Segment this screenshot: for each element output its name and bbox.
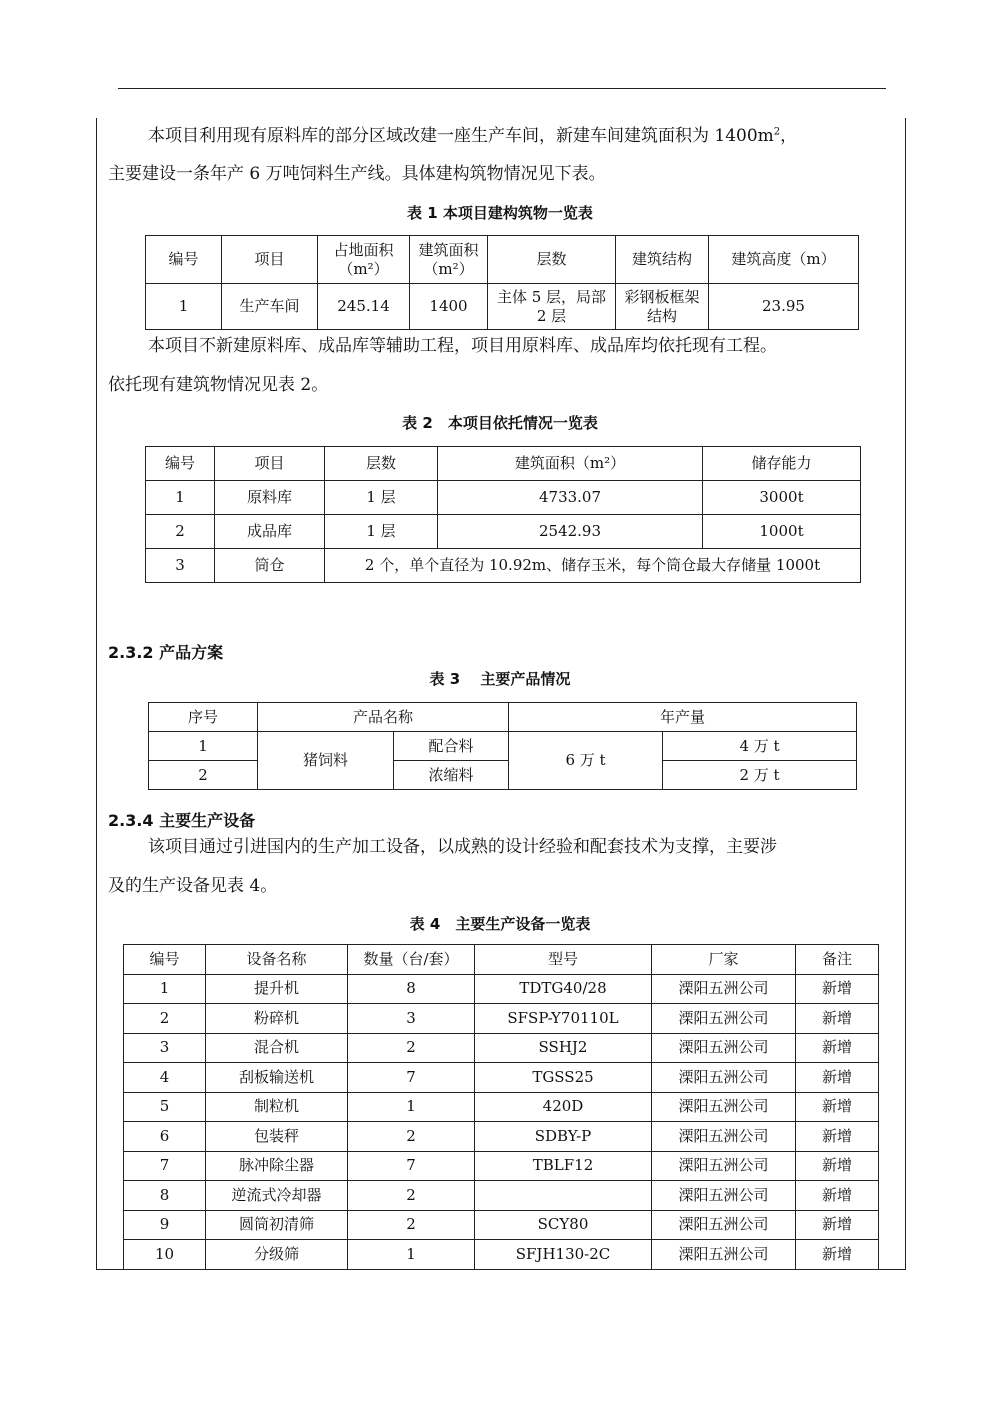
table3-cell: 浓缩料 [394, 761, 509, 790]
section234-line-2: 及的生产设备见表 4。 [108, 876, 278, 896]
table3-header-row [149, 703, 857, 732]
table-row [146, 481, 861, 515]
para2-line-2: 依托现有建筑物情况见表 2。 [108, 375, 329, 395]
table4-cell: 分级筛 [206, 1240, 348, 1270]
table4-cell: 刮板输送机 [206, 1063, 348, 1093]
table1-header: 占地面积（m²） [318, 236, 410, 284]
table-row [124, 1210, 879, 1240]
table4-header: 型号 [475, 945, 652, 975]
table4-cell: 8 [124, 1181, 206, 1211]
table-row [149, 732, 857, 761]
table4-cell: SFJH130-2C [475, 1240, 652, 1270]
table4-cell: 1 [348, 1092, 475, 1122]
table1-cell: 彩钢板框架结构 [616, 284, 709, 330]
table4-cell: 新增 [796, 1092, 879, 1122]
table4-cell: 溧阳五洲公司 [652, 1151, 796, 1181]
table4 [123, 944, 879, 1270]
table4-cell: TBLF12 [475, 1151, 652, 1181]
table-row [124, 1063, 879, 1093]
table4-cell: 新增 [796, 1004, 879, 1034]
table-row [146, 284, 859, 330]
table1-cell: 主体 5 层，局部 2 层 [488, 284, 616, 330]
table4-cell: 7 [348, 1063, 475, 1093]
table1-header: 建筑高度（m） [709, 236, 859, 284]
table4-header-row [124, 945, 879, 975]
table4-cell [475, 1181, 652, 1211]
table4-header: 设备名称 [206, 945, 348, 975]
table2-cell: 成品库 [215, 515, 325, 549]
table4-cell: 9 [124, 1210, 206, 1240]
table4-cell: 溧阳五洲公司 [652, 1004, 796, 1034]
table1-header-row [146, 236, 859, 284]
table1-header: 编号 [146, 236, 222, 284]
table1-header: 项目 [222, 236, 318, 284]
header-rule [118, 88, 886, 89]
table1-cell: 1400 [410, 284, 488, 330]
table4-cell: 溧阳五洲公司 [652, 1240, 796, 1270]
table1-cell: 生产车间 [222, 284, 318, 330]
table4-cell: 新增 [796, 974, 879, 1004]
table3-cell: 1 [149, 732, 258, 761]
table2-cell: 2 [146, 515, 215, 549]
table-row [124, 1033, 879, 1063]
table1-header: 建筑结构 [616, 236, 709, 284]
table4-cell: 新增 [796, 1063, 879, 1093]
table4-header: 编号 [124, 945, 206, 975]
table2-cell: 1 [146, 481, 215, 515]
table4-header: 备注 [796, 945, 879, 975]
table2-cell: 1 层 [325, 515, 438, 549]
table4-cell: 2 [348, 1210, 475, 1240]
table2-header: 项目 [215, 447, 325, 481]
table4-cell: 溧阳五洲公司 [652, 1063, 796, 1093]
table1-header: 建筑面积（m²） [410, 236, 488, 284]
table4-cell: 脉冲除尘器 [206, 1151, 348, 1181]
table4-cell: 7 [124, 1151, 206, 1181]
section-heading-232: 2.3.2 产品方案 [108, 643, 224, 662]
table4-cell: 2 [348, 1181, 475, 1211]
intro-line-2: 主要建设一条年产 6 万吨饲料生产线。具体建构筑物情况见下表。 [108, 164, 606, 184]
table4-cell: 溧阳五洲公司 [652, 1092, 796, 1122]
table4-cell: 新增 [796, 1240, 879, 1270]
table4-cell: 5 [124, 1092, 206, 1122]
table4-cell: 新增 [796, 1210, 879, 1240]
table3-cell: 配合料 [394, 732, 509, 761]
table4-cell: TGSS25 [475, 1063, 652, 1093]
table4-cell: 新增 [796, 1181, 879, 1211]
table4-cell: 溧阳五洲公司 [652, 1181, 796, 1211]
table2-cell: 3000t [703, 481, 861, 515]
table3-cell: 猪饲料 [258, 732, 394, 790]
table4-cell: SCY80 [475, 1210, 652, 1240]
table4-cell: 1 [348, 1240, 475, 1270]
table3-cell: 4 万 t [663, 732, 857, 761]
table3-header: 产品名称 [258, 703, 509, 732]
table3 [148, 702, 857, 790]
table4-cell: 3 [124, 1033, 206, 1063]
table4-cell: 8 [348, 974, 475, 1004]
section234-line-1: 该项目通过引进国内的生产加工设备，以成熟的设计经验和配套技术为支撑，主要涉 [148, 837, 777, 857]
table4-cell: 1 [124, 974, 206, 1004]
table4-cell: 溧阳五洲公司 [652, 1210, 796, 1240]
table-row [146, 549, 861, 583]
table-row [124, 1240, 879, 1270]
table4-cell: SDBY-P [475, 1122, 652, 1152]
table4-cell: 420D [475, 1092, 652, 1122]
table4-cell: SFSP-Y70110L [475, 1004, 652, 1034]
table4-cell: 溧阳五洲公司 [652, 1122, 796, 1152]
table1 [145, 235, 859, 330]
table1-cell: 245.14 [318, 284, 410, 330]
table4-cell: 10 [124, 1240, 206, 1270]
table-row [124, 1092, 879, 1122]
table4-cell: 溧阳五洲公司 [652, 974, 796, 1004]
table-row [124, 1151, 879, 1181]
table2-header: 编号 [146, 447, 215, 481]
table4-cell: 圆筒初清筛 [206, 1210, 348, 1240]
table4-cell: 粉碎机 [206, 1004, 348, 1034]
section-heading-234: 2.3.4 主要生产设备 [108, 811, 256, 830]
table3-cell: 2 万 t [663, 761, 857, 790]
table3-cell: 6 万 t [509, 732, 663, 790]
table-row [124, 974, 879, 1004]
table3-header: 年产量 [509, 703, 857, 732]
table4-header: 数量（台/套） [348, 945, 475, 975]
table4-cell: 6 [124, 1122, 206, 1152]
table4-cell: 新增 [796, 1151, 879, 1181]
table4-cell: 包装秤 [206, 1122, 348, 1152]
table3-caption: 表 3 主要产品情况 [429, 670, 571, 688]
table4-cell: 溧阳五洲公司 [652, 1033, 796, 1063]
table4-cell: 逆流式冷却器 [206, 1181, 348, 1211]
table-row [124, 1122, 879, 1152]
table2-header: 层数 [325, 447, 438, 481]
table2-cell: 2542.93 [438, 515, 703, 549]
table1-cell: 1 [146, 284, 222, 330]
table-row [124, 1004, 879, 1034]
table3-header: 序号 [149, 703, 258, 732]
table2-header-row [146, 447, 861, 481]
table2-header: 储存能力 [703, 447, 861, 481]
table4-cell: 3 [348, 1004, 475, 1034]
table-row [146, 515, 861, 549]
table2-cell: 4733.07 [438, 481, 703, 515]
table-row [124, 1181, 879, 1211]
para2-line-1: 本项目不新建原料库、成品库等辅助工程，项目用原料库、成品库均依托现有工程。 [148, 336, 777, 356]
table4-cell: TDTG40/28 [475, 974, 652, 1004]
table2-cell: 筒仓 [215, 549, 325, 583]
table2-caption: 表 2 本项目依托情况一览表 [402, 414, 598, 432]
table3-cell: 2 [149, 761, 258, 790]
table4-cell: 2 [348, 1033, 475, 1063]
table4-cell: 7 [348, 1151, 475, 1181]
table1-header: 层数 [488, 236, 616, 284]
table2-cell: 3 [146, 549, 215, 583]
table4-cell: 4 [124, 1063, 206, 1093]
table4-cell: SSHJ2 [475, 1033, 652, 1063]
table4-cell: 新增 [796, 1033, 879, 1063]
table2 [145, 446, 861, 583]
table4-cell: 2 [348, 1122, 475, 1152]
table-row [149, 761, 857, 790]
table4-cell: 提升机 [206, 974, 348, 1004]
table2-cell: 1 层 [325, 481, 438, 515]
table2-merged-cell: 2 个，单个直径为 10.92m、储存玉米，每个筒仓最大存储量 1000t [325, 549, 861, 583]
table2-cell: 原料库 [215, 481, 325, 515]
intro-line-1: 本项目利用现有原料库的部分区域改建一座生产车间，新建车间建筑面积为 $1400m^2$， [148, 126, 798, 146]
table4-caption: 表 4 主要生产设备一览表 [409, 915, 591, 933]
table4-header: 厂家 [652, 945, 796, 975]
table4-cell: 制粒机 [206, 1092, 348, 1122]
table4-cell: 2 [124, 1004, 206, 1034]
table1-cell: 23.95 [709, 284, 859, 330]
table4-cell: 新增 [796, 1122, 879, 1152]
table2-header: 建筑面积（m²） [438, 447, 703, 481]
table2-cell: 1000t [703, 515, 861, 549]
table4-cell: 混合机 [206, 1033, 348, 1063]
table1-caption: 表 1 本项目建构筑物一览表 [407, 204, 593, 222]
